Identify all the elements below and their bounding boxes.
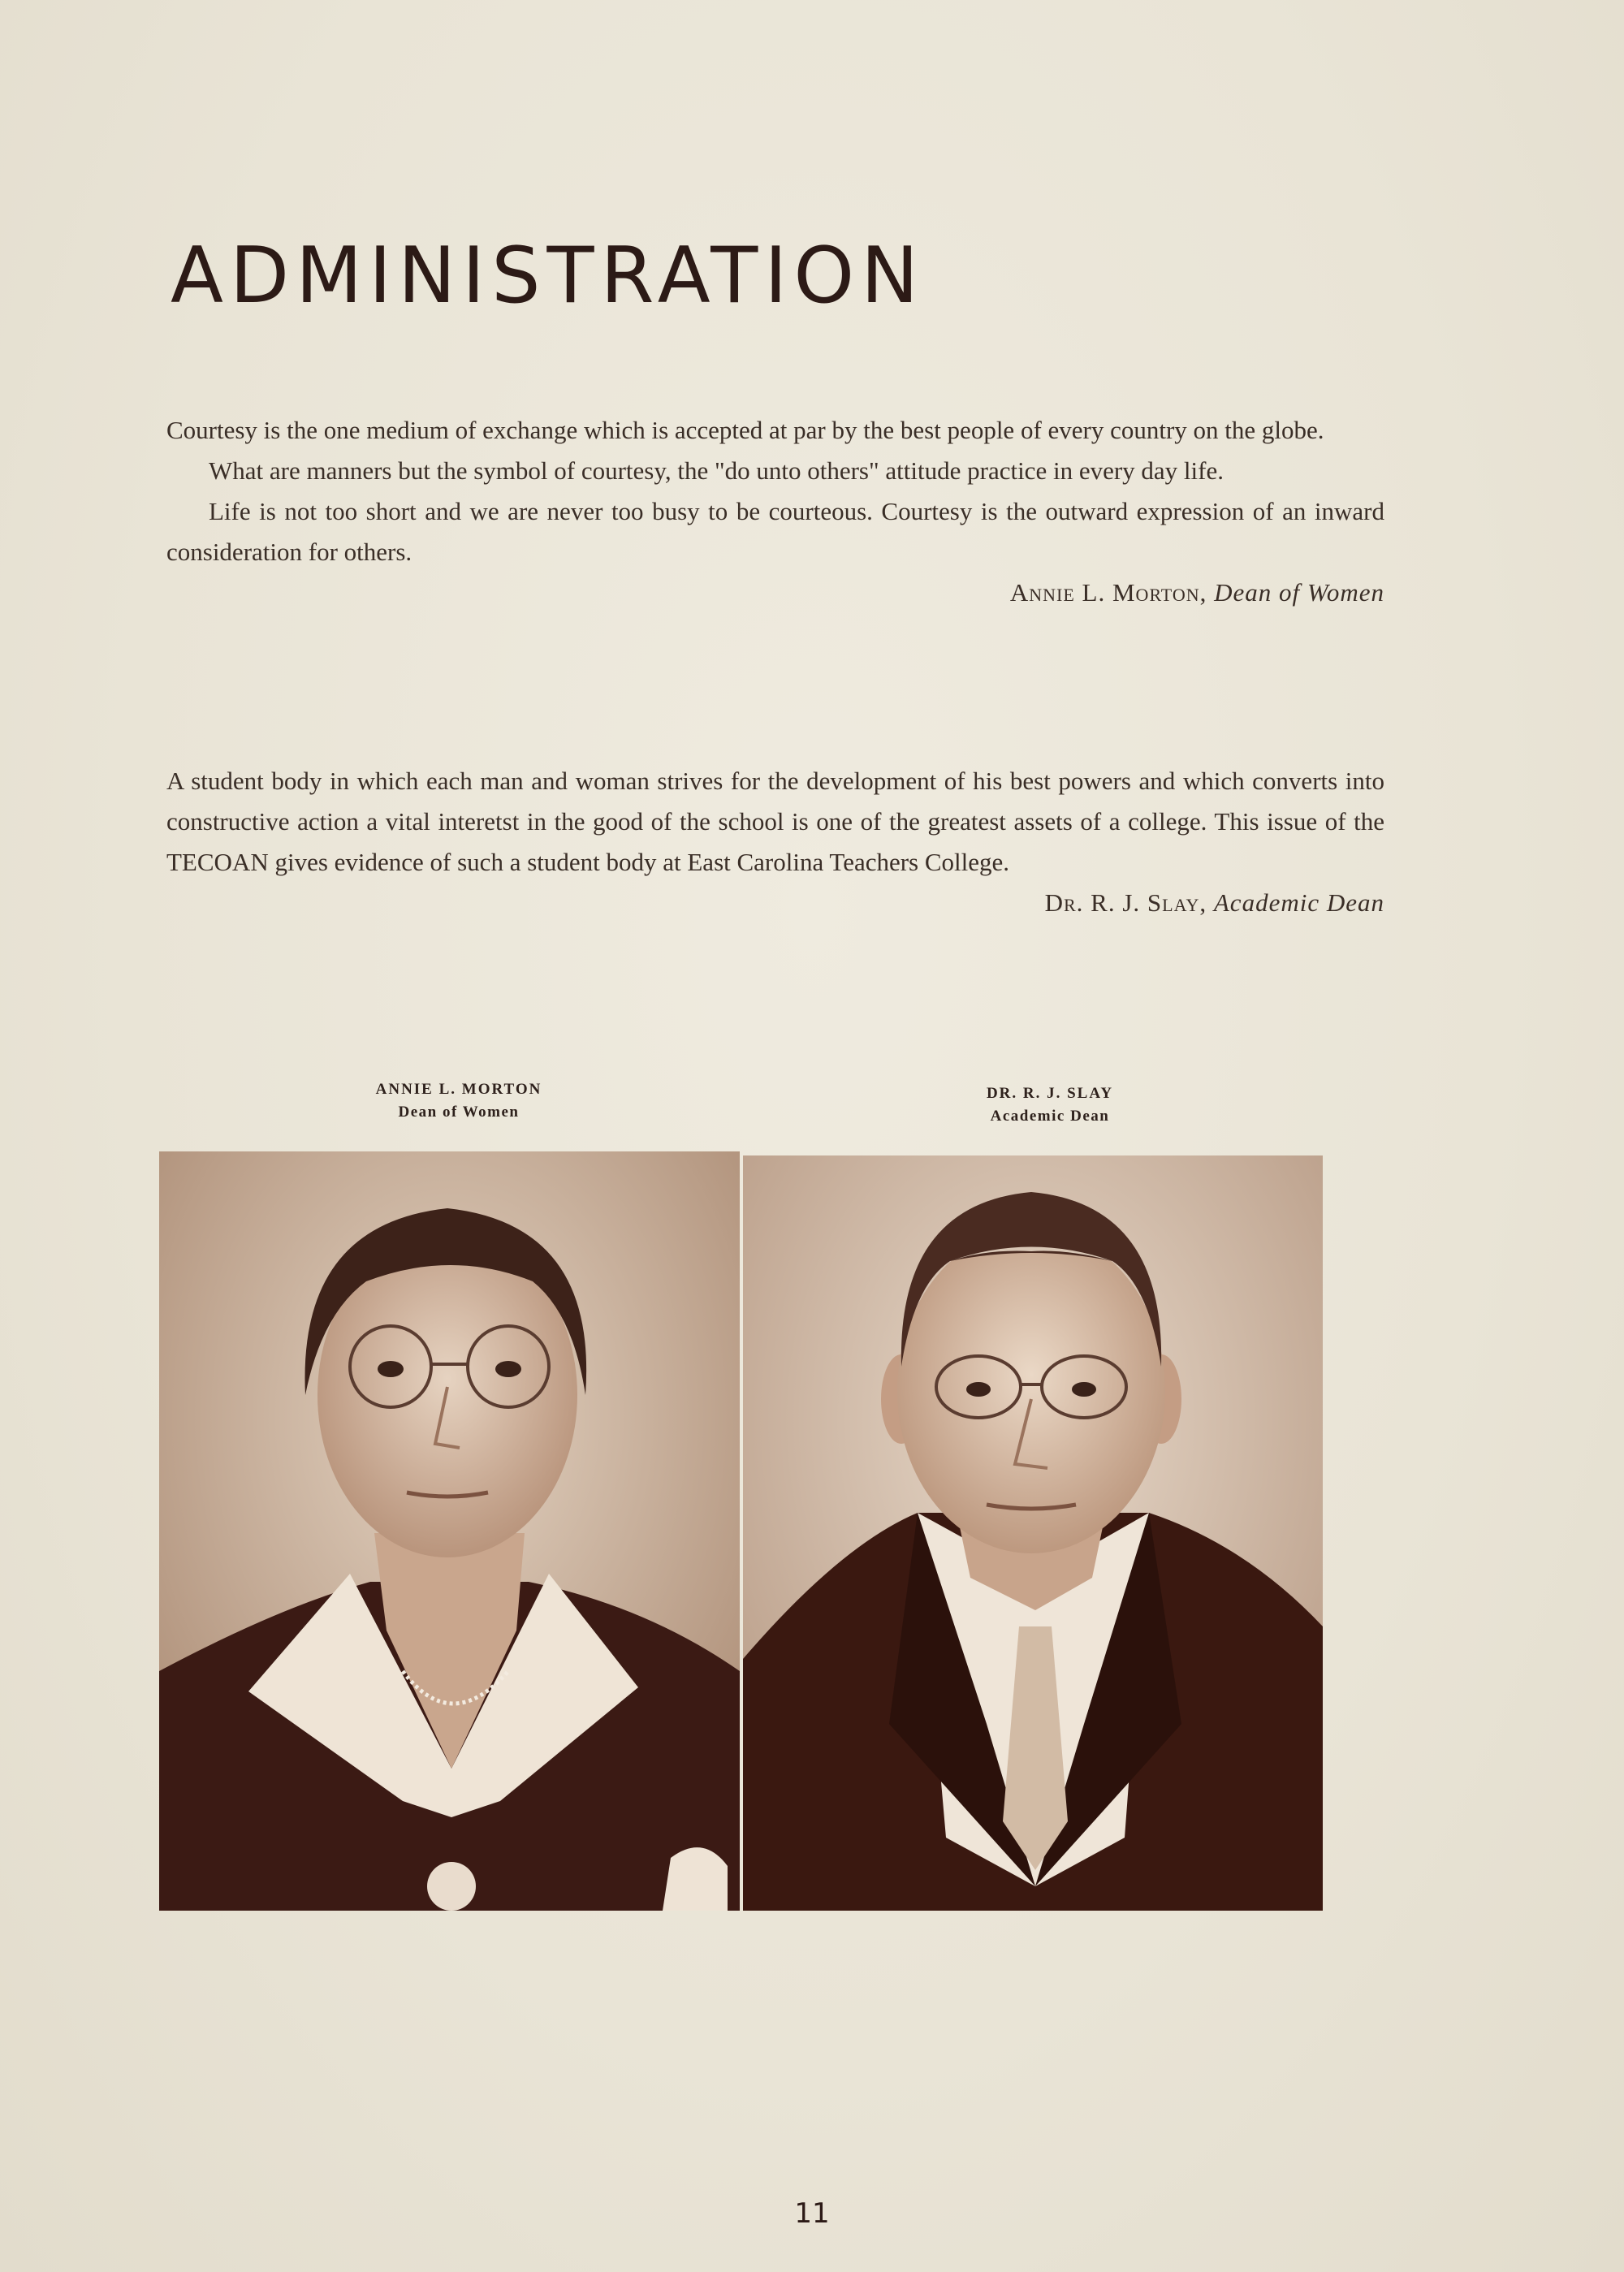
caption-role: Academic Dean xyxy=(990,1108,1110,1125)
signature-name: Annie L. Morton, xyxy=(1009,578,1207,607)
page-number: 11 xyxy=(794,2197,830,2230)
quote-paragraph: Life is not too short and we are never too busy to be courteous. Courtesy is the outward expression of an inward consideration for others. xyxy=(166,497,1384,566)
page-title: administration xyxy=(171,201,926,329)
signature-name: Dr. R. J. Slay, xyxy=(1044,888,1207,917)
portrait-photo-morton xyxy=(159,1151,740,1911)
quote-block-morton xyxy=(166,410,1384,613)
portrait-caption-slay xyxy=(879,1082,1220,1128)
quote-paragraph: Courtesy is the one medium of exchange which is accepted at par by the best people of every country on the globe. xyxy=(166,416,1324,444)
caption-name: ANNIE L. MORTON xyxy=(375,1081,542,1098)
signature xyxy=(166,883,1384,923)
signature-title: Academic Dean xyxy=(1213,888,1384,917)
portrait-photo-slay xyxy=(743,1155,1323,1911)
quote-block-slay xyxy=(166,761,1384,923)
caption-role: Dean of Women xyxy=(398,1104,520,1121)
portrait-caption-morton xyxy=(288,1078,629,1124)
quote-paragraph: A student body in which each man and woman strives for the development of his best powers and which converts into constructive action a vital interetst in the good of the school is one of the greatest assets of a college. This issue of the TECOAN gives evidence of such a student body at East Carolina Teachers College. xyxy=(166,767,1384,876)
caption-name: DR. R. J. SLAY xyxy=(986,1085,1114,1102)
quote-paragraph: What are manners but the symbol of courtesy, the "do unto others" attitude practice in every day life. xyxy=(209,456,1224,485)
signature xyxy=(166,572,1384,613)
signature-title: Dean of Women xyxy=(1214,578,1384,607)
